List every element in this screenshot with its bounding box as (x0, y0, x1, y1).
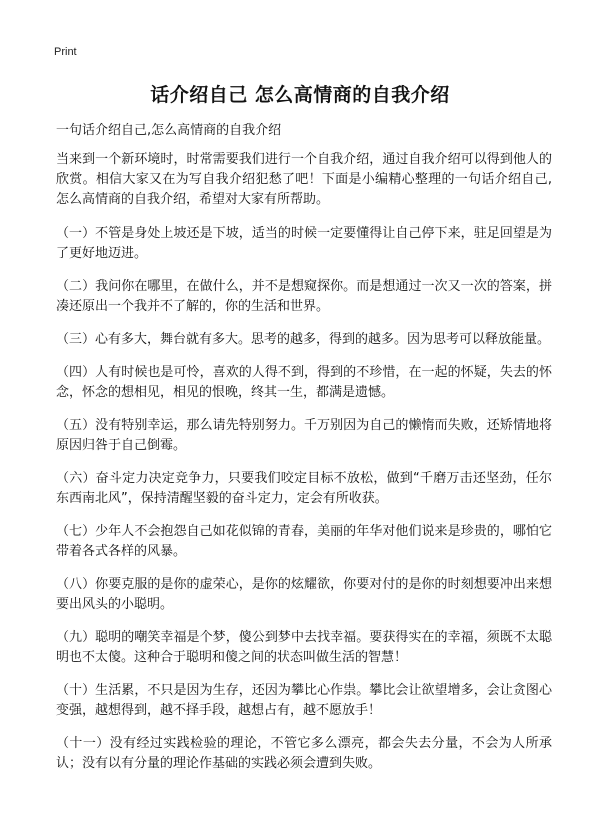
page-title: 话介绍自己 怎么高情商的自我介绍 (150, 84, 450, 106)
paragraph-3: （三）心有多大，舞台就有多大。思考的越多，得到的越多。因为思考可以释放能量。 (56, 332, 551, 347)
subtitle: 一句话介绍自己,怎么高情商的自我介绍 (56, 123, 282, 138)
paragraph-1: （一）不管是身处上坡还是下坡，适当的时候一定要懂得让自己停下来，驻足回望是为了更好地迈进。 (56, 226, 552, 261)
paragraph-4: （四）人有时候也是可怜，喜欢的人得不到，得到的不珍惜，在一起的怀疑，失去的怀念，怀念的想相见，相见的恨晚，终其一生，都满是遗憾。 (56, 365, 552, 400)
paragraph-2: （二）我问你在哪里，在做什么，并不是想窥探你。而是想通过一次又一次的答案，拼凑还原出一个我并不了解的，你的生活和世界。 (56, 279, 552, 314)
paragraph-6: （六）奋斗定力决定竞争力，只要我们咬定目标不放松，做到“千磨万击还坚劲，任尔东西南北风”，保持清醒坚毅的奋斗定力，定会有所收获。 (56, 471, 552, 506)
article-body (56, 150, 552, 787)
paragraph-11: （十一）没有经过实践检验的理论，不管它多么漂亮，都会失去分量，不会为人所承认；没有以有分量的理论作基础的实践必须会遭到失败。 (56, 736, 552, 771)
paragraph-5: （五）没有特别幸运，那么请先特别努力。千万别因为自己的懒惰而失败，还矫情地将原因归咎于自己倒霉。 (56, 418, 552, 453)
paragraph-10: （十）生活累，不只是因为生存，还因为攀比心作祟。攀比会让欲望增多，会让贪图心变强，越想得到，越不择手段，越想占有，越不愿放手！ (56, 683, 552, 718)
intro-paragraph: 当来到一个新环境时，时常需要我们进行一个自我介绍，通过自我介绍可以得到他人的欣赏。相信大家又在为写自我介绍犯愁了吧！下面是小编精心整理的一句话介绍自己,怎么高情商的自我介绍，希望对大家有所帮助。 (56, 152, 552, 207)
print-link[interactable]: Print (54, 46, 77, 58)
paragraph-8: （八）你要克服的是你的虚荣心，是你的炫耀欲，你要对付的是你的时刻想要冲出来想要出风头的小聪明。 (56, 577, 552, 612)
paragraph-7: （七）少年人不会抱怨自己如花似锦的青春，美丽的年华对他们说来是珍贵的，哪怕它带着各式各样的风暴。 (56, 524, 552, 559)
paragraph-9: （九）聪明的嘲笑幸福是个梦，傻公到梦中去找幸福。要获得实在的幸福，须既不太聪明也不太傻。这种合于聪明和傻之间的状态叫做生活的智慧！ (56, 630, 552, 665)
